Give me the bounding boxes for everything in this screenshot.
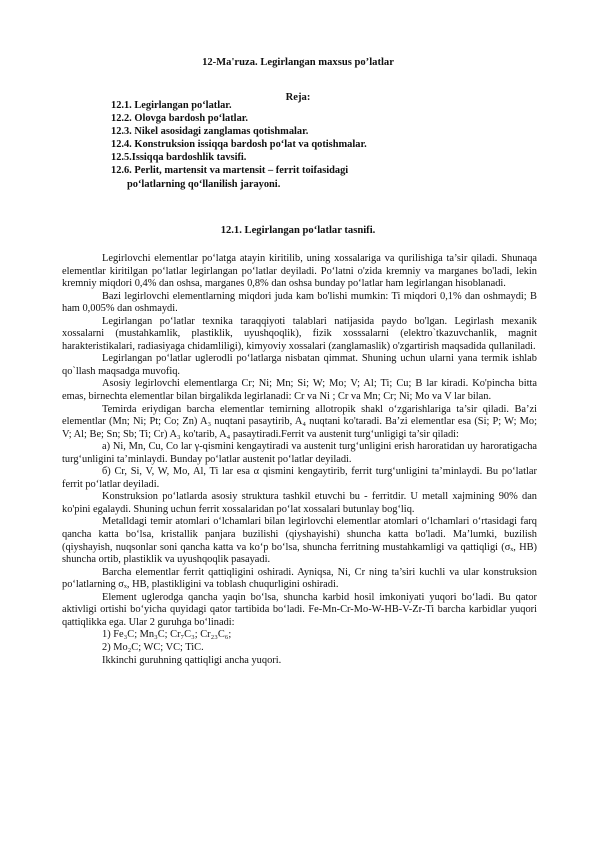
paragraph: Legirlovchi elementlar po‘latga atayin kiritilib, uning xossalariga va qurilishiga ta’sir qiladi. Shunaqa elementlar kiritilgan po‘latlar legirlangan po‘latlar deyiladi. Po‘latni o'zida kremniy va marganes bo'ladi, lekin kremniy miqdori 0,4% dan oshsa, marganes 0,8% dan oshsa bunday po‘latlar ham legirlangan hisoblanadi. xyxy=(62,253,537,290)
plan-heading: Reja: xyxy=(285,92,311,103)
list-item: 2) Mo₂C; WC; VC; TiC. xyxy=(102,641,204,653)
paragraph: Legirlangan po‘latlar texnika taraqqiyoti talablari natijasida paydo bo'lgan. Legirlash mexanik xossalarni (mustahkamlik, plastiklik, uyushqoqlik), fizik xosssalarni (elektro`tkazuvchanlik, magnit harakteristikalari, radiasiyaga chidamliligi), kimyoviy xossalari (zanglamaslik) o'zgartirish maqsadida qullaniladi. xyxy=(62,315,537,352)
paragraph: Konstruksion po‘latlarda asosiy struktura tashkil etuvchi bu - ferritdir. U metall xajmining 90% dan ko'pini egalaydi. Shuning uchun ferrit xossalaridan po‘lat xossalari butunlay bog‘liq. xyxy=(62,491,537,515)
paragraph: Element uglerodga qancha yaqin bo‘lsa, shuncha karbid hosil imkoniyati yuqori bo‘ladi. Bu qator aktivligi ortishi bo‘yicha quyidagi qator tartibida bo‘ladi. Fe-Mn-Cr-Mo-W-HB-V-Zr-Ti barcha karbidlar yuqori qattiqlikka ega. Ular 2 guruhga bo‘linadi: xyxy=(62,591,537,628)
plan-list xyxy=(111,99,511,191)
paragraph: б) Cr, Si, V, W, Mo, Al, Ti lar esa α qismini kengaytirib, ferrit turg‘unligini ta’minlaydi. Bu po‘latlar ferrit po‘latlar deyiladi. xyxy=(62,466,537,490)
plan-item: 12.2. Olovga bardosh po‘latlar. xyxy=(111,113,249,125)
plan-item: 12.3. Nikel asosidagi zanglamas qotishmalar. xyxy=(111,126,309,138)
body-text xyxy=(62,253,537,667)
paragraph: Asosiy legirlovchi elementlarga Cr; Ni; Mn; Si; W; Mo; V; Al; Ti; Cu; B lar kiradi. Ko'pincha bitta emas, birnechta elementlar bilan birgalikda legirlanadi: Cr va Ni ; Cr va Mn; Cr; Ni; Mo va V lar bilan. xyxy=(62,378,537,403)
plan-item: 12.4. Konstruksion issiqqa bardosh po‘lat va qotishmalar. xyxy=(111,139,367,151)
paragraph: Metalldagi temir atomlari o‘lchamlari bilan legirlovchi elementlar atomlari o‘lchamlari o‘rtasidagi farq qancha katta bo‘lsa, kristallik panjara buzilishi (qiyshayishi) shuncha katta bo'ladi. Ma’lumki, buzilish (qiyshayish, nuqsonlar soni qancha katta va ko‘p bo‘lsa, shuncha ferritning mustahkamligi va qattiqligi (σₓ, HB) shuncha ortib, plastiklik va uyushqoqlik pasayadi. xyxy=(62,516,537,566)
plan-item: 12.1. Legirlangan po‘latlar. xyxy=(111,100,232,111)
paragraph: Bazi legirlovchi elementlarning miqdori juda kam bo'lishi mumkin: Ti miqdori 0,1% dan oshmaydi; B ham 0,005% dan oshmaydi. xyxy=(62,290,537,315)
plan-item: 12.6. Perlit, martensit va martensit – ferrit toifasidagi xyxy=(111,165,349,177)
paragraph: Legirlangan po‘latlar uglerodli po‘latlarga nisbatan qimmat. Shuning uchun ularni yana termik ishlab qo`llash maqsadga muvofiq. xyxy=(62,353,537,377)
section-heading: 12.1. Legirlangan po‘latlar tasnifi. xyxy=(220,225,376,236)
paragraph: a) Ni, Mn, Cu, Co lar γ-qismini kengaytiradi va austenit turg‘unligini erish haroratidan uy haroratigacha turg‘unligini ta’minlaydi. Bunday po‘latlar austenit po‘latlar deyiladi. xyxy=(62,441,537,465)
plan-item: 12.5.Issiqqa bardoshlik tavsifi. xyxy=(111,152,247,164)
plan-item-continuation: po‘latlarning qo‘llanilish jarayoni. xyxy=(127,178,281,190)
list-item: 1) Fe₃C; Mn₃C; Cr₇C₃; Cr₂₃C₆; xyxy=(102,629,232,641)
lecture-title: 12-Ma'ruza. Legirlangan maxsus po’latlar xyxy=(202,57,394,68)
paragraph: Temirda eriydigan barcha elementlar temirning allotropik shakl o‘zgarishlariga ta’sir qiladi. Ba’zi elementlar (Mn; Ni; Pt; Co; Zn) A₃ nuqtani pasaytirib, A₄ nuqtani ko'taradi. Ba’zi elementlar esa (Si; P; W; Mo; V; Al; Be; Sn; Sb; Ti; Cr) A₃ ko'tarib, A₄ pasaytiradi.Ferrit va austenit turg‘unligigi ta’sir qiladi: xyxy=(62,403,537,440)
paragraph: Barcha elementlar ferrit qattiqligini oshiradi. Ayniqsa, Ni, Cr ning ta’siri kuchli va ular konstruksion po‘latlarning σₓ, HB, plastikligini va toblash chuqurligini oshiradi. xyxy=(62,566,537,591)
paragraph: Ikkinchi guruhning qattiqligi ancha yuqori. xyxy=(102,654,282,666)
